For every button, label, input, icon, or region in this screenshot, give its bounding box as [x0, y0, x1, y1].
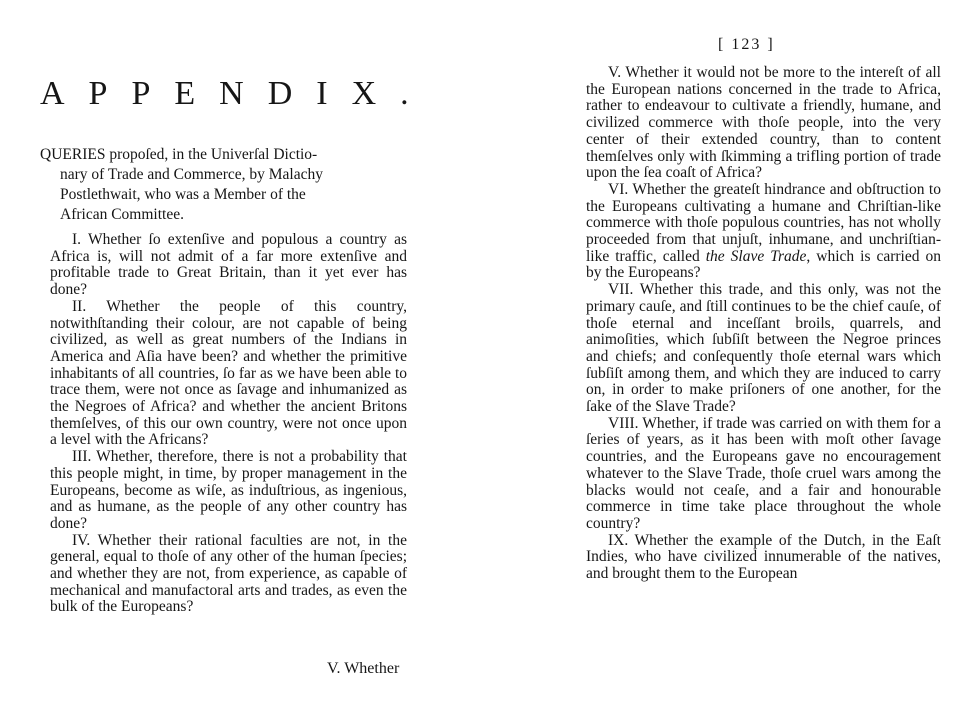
queries-line: nary of Trade and Commerce, by Malachy	[60, 166, 324, 183]
queries-line: African Committee.	[60, 206, 184, 223]
left-body-text	[50, 232, 407, 616]
query-paragraph-8: VIII. Whether, if trade was carried on with them for a ſeries of years, as it has been with moſt other ſavage countries, and the Europeans gave no encouragement whatever to the Slave Trade, thoſe cruel wars among the blacks would not ceaſe, and a fair and honourable commerce in time take place throughout the whole country?	[586, 414, 941, 532]
page-number: [ 123 ]	[718, 36, 775, 53]
query-paragraph-6	[586, 182, 941, 282]
queries-line: QUERIES propoſed, in the Univerſal Dictio-	[40, 146, 318, 163]
query-paragraph-9: IX. Whether the example of the Dutch, in the Eaſt Indies, who have civilized innumerable of the natives, and brought them to the European	[586, 531, 941, 583]
right-body-text	[586, 65, 941, 583]
appendix-heading: APPENDIX.	[40, 75, 433, 112]
query-paragraph-3: III. Whether, therefore, there is not a probability that this people might, in time, by proper management in the Europeans, become as wiſe, as induſtrious, as ingenious, and as humane, as the people of any other country has done?	[50, 448, 407, 532]
queries-intro	[40, 145, 400, 225]
query-paragraph-4: IV. Whether their rational faculties are not, in the general, equal to thoſe of any other of the human ſpecies; and whether they are not, from experience, as capable of mechanical and manufactoral arts and trades, as even the bulk of the Europeans?	[50, 531, 407, 616]
query-paragraph-5: V. Whether it would not be more to the intereſt of all the European nations concerned in the trade to Africa, rather to endeavour to cultivate a friendly, humane, and civilized commerce with thoſe people, into the very center of their extended country, than to content themſelves only with ſkimming a trifling portion of trade upon the ſea coaſt of Africa?	[586, 64, 941, 182]
slave-trade-italic: the Slave Trade	[705, 247, 807, 265]
catchword: V. Whether	[327, 660, 400, 677]
queries-line: Postlethwait, who was a Member of the	[60, 186, 306, 203]
query-paragraph-2: II. Whether the people of this country, notwithſtanding their colour, are not capable of being civilized, as well as great numbers of the Indians in America and Aſia have been? and whether the primitive inhabitants of all countries, ſo far as we have been able to trace them, were not once as ſavage and inhumanized as the Negroes of Africa? and whether the ancient Britons themſelves, of this our own country, were not once upon a level with the Africans?	[50, 297, 407, 449]
query-6-before: VI. Whether the greateſt hindrance and obſtruction to the Europeans cultivating a humane and Chriſtian-like commerce with thoſe populous countries, has not wholly proceeded from that unjuſt, inhumane, and unchriſtian-like traffic, called	[586, 180, 941, 265]
query-6-after: , which is carried on by the Europeans?	[586, 247, 941, 282]
query-paragraph-1: I. Whether ſo extenſive and populous a country as Africa is, will not admit of a far more extenſive and profitable trade to Great Britain, than it yet ever has done?	[50, 231, 407, 299]
query-paragraph-7: VII. Whether this trade, and this only, was not the primary cauſe, and ſtill continues to be the chief cauſe, of thoſe eternal and inceſſant broils, quarrels, and animoſities, which ſubſiſt between the Negroe princes and chiefs; and conſequently thoſe eternal wars which ſubſiſt among them, and which they are induced to carry on, in order to make priſoners of one another, for the ſake of the Slave Trade?	[586, 281, 941, 416]
